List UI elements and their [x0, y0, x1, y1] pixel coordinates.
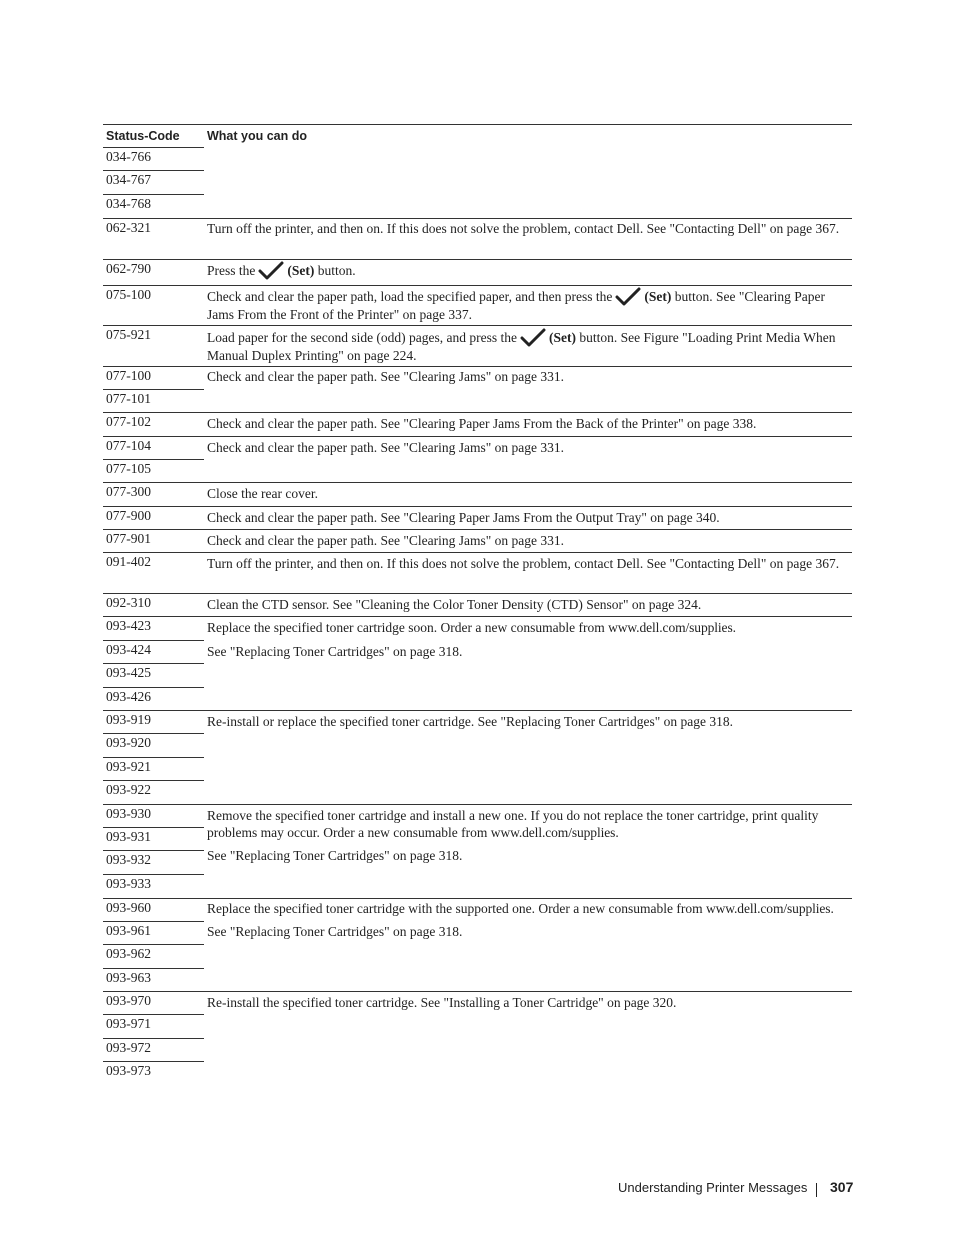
description-cell [207, 619, 852, 636]
code-cell: 093-971 [103, 1014, 204, 1038]
description-text: Press the [207, 263, 256, 278]
description-text: . [830, 901, 834, 916]
description-text: button. [317, 263, 356, 278]
code-cell: 077-100 [103, 366, 204, 389]
code-cell: 093-919 [103, 710, 204, 733]
description-cell [207, 328, 852, 364]
row-divider [204, 552, 852, 553]
code-cell: 093-424 [103, 640, 204, 663]
checkmark-icon [615, 287, 641, 306]
description-text: Re-install or replace the specified toner cartridge. See "Replacing Toner Cartridges" on page 318. [207, 714, 734, 729]
description-text: Replace the specified toner cartridge soon. Order a new consumable from [207, 620, 605, 635]
code-cell: 093-973 [103, 1061, 204, 1081]
code-cell: 093-931 [103, 827, 204, 850]
description-text: Load paper for the second side (odd) pages, and press the [207, 330, 518, 345]
set-button-label: (Set) [549, 330, 577, 345]
row-divider [204, 710, 852, 711]
row-divider [204, 436, 852, 437]
description-cell [207, 220, 852, 237]
table-header [103, 124, 852, 148]
description-cell [207, 287, 852, 323]
code-cell: 093-972 [103, 1038, 204, 1061]
description-text: Clean the CTD sensor. See "Cleaning the Color Toner Density (CTD) Sensor" on page 324. [207, 597, 702, 612]
row-divider [204, 259, 852, 260]
description-text: See "Replacing Toner Cartridges" on page 318. [207, 924, 463, 939]
description-cell [207, 485, 852, 502]
code-cell: 077-105 [103, 459, 204, 482]
code-cell: 093-423 [103, 616, 204, 640]
checkmark-icon [258, 261, 284, 280]
description-text: Check and clear the paper path. See "Clearing Jams" on page 331. [207, 533, 565, 548]
description-text: See "Replacing Toner Cartridges" on page 318. [207, 644, 463, 659]
description-cell [207, 900, 852, 940]
description-text: Check and clear the paper path, load the specified paper, and then press the [207, 289, 613, 304]
footer-separator [816, 1183, 817, 1197]
code-cell: 093-961 [103, 921, 204, 944]
code-cell: 075-921 [103, 325, 204, 366]
row-divider [204, 898, 852, 899]
code-cell: 093-970 [103, 991, 204, 1014]
row-divider [204, 285, 852, 286]
description-cell [207, 415, 852, 432]
row-divider [204, 529, 852, 530]
description-text: Turn off the printer, and then on. If this does not solve the problem, contact Dell. See "Contacting Dell" on page 367. [207, 221, 840, 236]
code-cell: 093-963 [103, 968, 204, 991]
row-divider [204, 804, 852, 805]
code-cell: 093-922 [103, 780, 204, 804]
description-cell [207, 994, 852, 1011]
code-cell: 077-101 [103, 389, 204, 412]
description-text: Check and clear the paper path. See "Clearing Paper Jams From the Output Tray" on page 340. [207, 510, 720, 525]
code-cell: 093-425 [103, 663, 204, 687]
header-what-you-can-do: What you can do [207, 129, 307, 143]
code-cell: 077-104 [103, 436, 204, 459]
description-text: Check and clear the paper path. See "Clearing Paper Jams From the Back of the Printer" on page 338. [207, 416, 757, 431]
description-text: Check and clear the paper path. See "Clearing Jams" on page 331. [207, 369, 565, 384]
description-cell [207, 713, 852, 730]
footer-section-title: Understanding Printer Messages [618, 1180, 808, 1195]
description-cell [207, 643, 852, 660]
code-cell: 093-960 [103, 898, 204, 921]
description-text: Remove the specified toner cartridge and install a new one. If you do not replace the toner cartridge, print quality problems may occur. Order a new consumable from [207, 808, 819, 840]
row-divider [204, 593, 852, 594]
code-cell: 062-321 [103, 218, 204, 259]
code-cell: 077-102 [103, 412, 204, 436]
description-cell [207, 368, 852, 385]
row-divider [204, 482, 852, 483]
code-cell: 077-901 [103, 529, 204, 552]
code-cell: 092-310 [103, 593, 204, 616]
header-status-code: Status-Code [106, 129, 180, 143]
description-text: Replace the specified toner cartridge with the supported one. Order a new consumable from [207, 901, 703, 916]
code-cell: 062-790 [103, 259, 204, 285]
code-cell: 077-300 [103, 482, 204, 506]
description-text: button. See "Clearing Paper Jams From the Front of the Printer" on page 337. [207, 289, 826, 322]
row-divider [204, 412, 852, 413]
code-cell: 093-962 [103, 944, 204, 968]
description-text: Re-install the specified toner cartridge. See "Installing a Toner Cartridge" on page 320. [207, 995, 677, 1010]
code-cell: 075-100 [103, 285, 204, 325]
supplies-link[interactable]: www.dell.com/supplies [705, 901, 831, 916]
description-cell [207, 807, 852, 864]
description-text: . [732, 620, 736, 635]
description-cell [207, 596, 852, 613]
supplies-link[interactable]: www.dell.com/supplies [490, 825, 616, 840]
checkmark-icon [520, 328, 546, 347]
code-cell: 093-930 [103, 804, 204, 827]
row-divider [204, 991, 852, 992]
set-button-label: (Set) [287, 263, 315, 278]
row-divider [204, 325, 852, 326]
code-cell: 093-426 [103, 687, 204, 710]
code-cell: 034-766 [103, 147, 204, 170]
supplies-link[interactable]: www.dell.com/supplies [608, 620, 733, 635]
row-divider [204, 616, 852, 617]
description-text: Check and clear the paper path. See "Clearing Jams" on page 331. [207, 440, 565, 455]
code-cell: 034-767 [103, 170, 204, 194]
code-cell: 093-921 [103, 757, 204, 780]
row-divider [204, 218, 852, 219]
code-cell: 093-920 [103, 733, 204, 757]
description-cell [207, 532, 852, 549]
row-divider [204, 506, 852, 507]
set-button-label: (Set) [644, 289, 672, 304]
description-cell [207, 439, 852, 456]
code-cell: 077-900 [103, 506, 204, 529]
description-text: See "Replacing Toner Cartridges" on page 318. [207, 848, 463, 863]
code-cell: 093-932 [103, 850, 204, 874]
code-cell: 034-768 [103, 194, 204, 218]
description-text: Close the rear cover. [207, 486, 318, 501]
row-divider [204, 366, 852, 367]
description-text: . [615, 825, 619, 840]
description-text: Turn off the printer, and then on. If this does not solve the problem, contact Dell. See "Contacting Dell" on page 367. [207, 556, 840, 571]
description-cell [207, 555, 852, 572]
description-cell [207, 509, 852, 526]
description-text: button. See Figure "Loading Print Media When Manual Duplex Printing" on page 224. [207, 330, 836, 363]
page-number: 307 [830, 1179, 854, 1195]
code-cell: 091-402 [103, 552, 204, 593]
code-cell: 093-933 [103, 874, 204, 898]
description-cell [207, 261, 852, 280]
